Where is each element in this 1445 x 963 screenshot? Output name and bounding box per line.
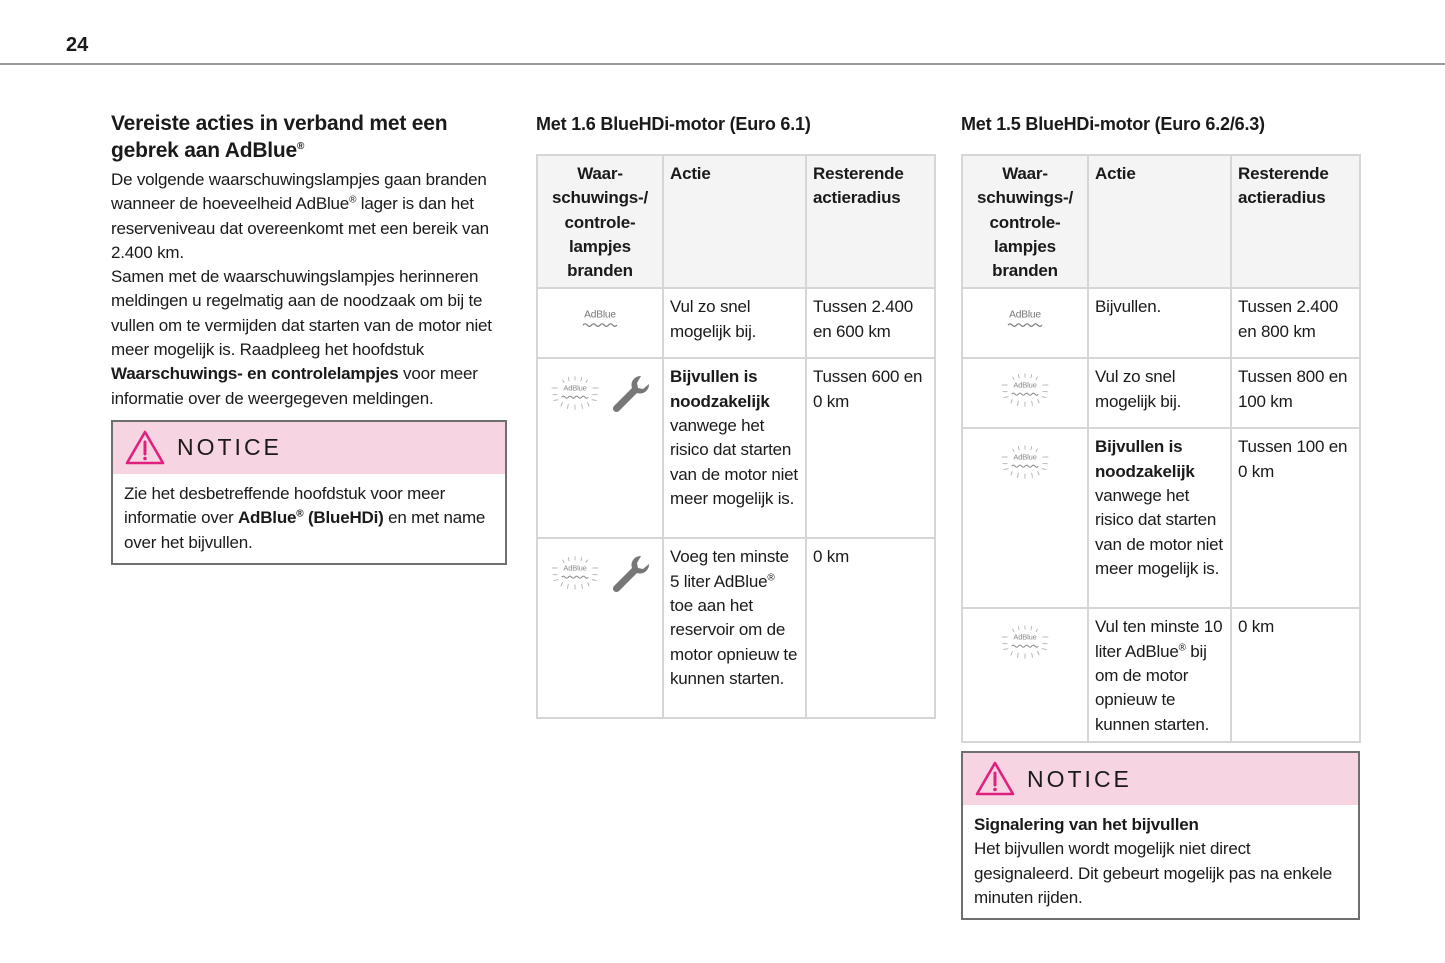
radius-cell: Tussen 2.400 en 600 km xyxy=(806,288,935,358)
section-title xyxy=(111,110,507,164)
lamp-cell xyxy=(962,428,1088,608)
reminder-paragraph xyxy=(111,265,507,411)
wrench-icon xyxy=(610,373,650,413)
table-row xyxy=(962,608,1360,741)
action-cell xyxy=(1088,428,1231,608)
adblue-flashing-icon xyxy=(1000,623,1050,661)
action-cell: Vul zo snel mogelijk bij. xyxy=(1088,358,1231,428)
table-euro-6-2 xyxy=(961,154,1361,743)
header-radius: Resterende actieradius xyxy=(1231,155,1360,288)
radius-cell: Tussen 100 en 0 km xyxy=(1231,428,1360,608)
radius-cell: Tussen 2.400 en 800 km xyxy=(1231,288,1360,358)
notice-heading: Signalering van het bijvullen xyxy=(974,815,1199,834)
lamp-cell xyxy=(537,288,663,358)
registered-mark: ® xyxy=(296,508,304,520)
action-cell: Bijvullen. xyxy=(1088,288,1231,358)
chapter-reference: Waarschuwings- en controlelampjes xyxy=(111,364,399,384)
lamp-cell xyxy=(537,538,663,718)
table1-title: Met 1.6 BlueHDi-motor (Euro 6.1) xyxy=(536,114,811,134)
registered-mark: ® xyxy=(349,194,357,206)
table-header-row xyxy=(537,155,935,288)
table-row xyxy=(962,288,1360,358)
reminder-text-1: Samen met de waarschuwingslampjes herinneren meldingen u regelmatig aan de noodzaak om bij te vullen om te vermijden dat starten van de motor niet meer mogelijk is. Raadpleeg het hoofdstuk xyxy=(111,267,492,360)
action-text-2: toe aan het reservoir om de motor opnieuw te kunnen starten. xyxy=(670,596,798,688)
notice-text: Het bijvullen wordt mogelijk niet direct gesignaleerd. Dit gebeurt mogelijk pas na enkele minuten rijden. xyxy=(974,839,1333,907)
lamp-cell xyxy=(962,288,1088,358)
action-bold: Bijvullen is noodzakelijk xyxy=(670,367,770,411)
action-cell xyxy=(1088,608,1231,741)
reminder-text-2: voor meer informatie over de weergegeven meldingen. xyxy=(111,364,478,408)
intro-paragraph xyxy=(111,168,507,265)
adblue-flashing-icon xyxy=(1000,443,1050,481)
intro-column xyxy=(111,110,507,565)
action-cell: Vul zo snel mogelijk bij. xyxy=(663,288,806,358)
lamp-cell xyxy=(537,358,663,538)
intro-text-1: De volgende waarschuwingslampjes gaan branden wanneer de hoeveelheid AdBlue xyxy=(111,170,487,214)
action-cell xyxy=(663,538,806,718)
action-text-1: Vul ten minste 10 liter AdBlue xyxy=(1095,617,1223,661)
notice-body xyxy=(963,805,1358,918)
notice-text-1: Zie het desbetreffende hoofdstuk voor meer informatie over xyxy=(124,483,446,528)
notice-label: NOTICE xyxy=(177,434,282,461)
table-row xyxy=(537,288,935,358)
action-text: vanwege het risico dat starten van de motor niet meer mogelijk is. xyxy=(670,416,798,508)
adblue-flashing-icon xyxy=(550,374,600,412)
radius-cell: Tussen 800 en 100 km xyxy=(1231,358,1360,428)
radius-cell: 0 km xyxy=(806,538,935,718)
action-text-1: Voeg ten minste 5 liter AdBlue xyxy=(670,547,789,591)
header-rule xyxy=(0,63,1445,65)
wrench-icon xyxy=(610,553,650,593)
notice-box-adblue xyxy=(111,420,507,565)
warning-triangle-icon xyxy=(975,761,1015,797)
notice-bold-bluehdi: (BlueHDi) xyxy=(303,508,384,528)
adblue-lamp-icon xyxy=(999,303,1051,337)
adblue-lamp-icon xyxy=(574,303,626,337)
header-lamps: Waar- schuwings-/ controle- lampjes branden xyxy=(537,155,663,288)
notice-text-2: en met name over het bijvullen. xyxy=(124,508,486,552)
table-header-row xyxy=(962,155,1360,288)
warning-triangle-icon xyxy=(125,430,165,466)
table-euro-6-1 xyxy=(536,154,936,719)
action-text-2: bij om de motor opnieuw te kunnen starten. xyxy=(1095,641,1210,734)
header-radius: Resterende actieradius xyxy=(806,155,935,288)
notice-label: NOTICE xyxy=(1027,765,1132,792)
header-lamps: Waar- schuwings-/ controle- lampjes branden xyxy=(962,155,1088,288)
notice-header xyxy=(963,753,1358,805)
action-text: vanwege het risico dat starten van de motor niet meer mogelijk is. xyxy=(1095,486,1223,578)
notice-header xyxy=(113,422,505,474)
lamp-cell xyxy=(962,608,1088,741)
section-title-line1: Vereiste acties in verband met een xyxy=(111,112,448,135)
registered-mark: ® xyxy=(767,572,775,584)
table-row xyxy=(537,538,935,718)
table-row xyxy=(537,358,935,538)
adblue-flashing-icon xyxy=(550,554,600,592)
notice-bold-adblue: AdBlue xyxy=(237,508,297,528)
radius-cell: Tussen 600 en 0 km xyxy=(806,358,935,538)
page-number: 24 xyxy=(66,34,89,56)
radius-cell: 0 km xyxy=(1231,608,1360,741)
header-action: Actie xyxy=(663,155,806,288)
registered-mark: ® xyxy=(297,141,305,152)
section-title-line2: gebrek aan AdBlue xyxy=(111,139,298,162)
intro-text-2: lager is dan het reserveniveau dat overeenkomt met een bereik van 2.400 km. xyxy=(111,194,489,262)
table-row xyxy=(962,428,1360,608)
adblue-flashing-icon xyxy=(1000,371,1050,409)
notice-box-refill xyxy=(961,751,1360,920)
action-cell xyxy=(663,358,806,538)
registered-mark: ® xyxy=(1178,642,1186,654)
table-row xyxy=(962,358,1360,428)
header-action: Actie xyxy=(1088,155,1231,288)
notice-body xyxy=(113,474,505,563)
lamp-cell xyxy=(962,358,1088,428)
table2-title: Met 1.5 BlueHDi-motor (Euro 6.2/6.3) xyxy=(961,114,1265,134)
action-bold: Bijvullen is noodzakelijk xyxy=(1095,437,1195,481)
